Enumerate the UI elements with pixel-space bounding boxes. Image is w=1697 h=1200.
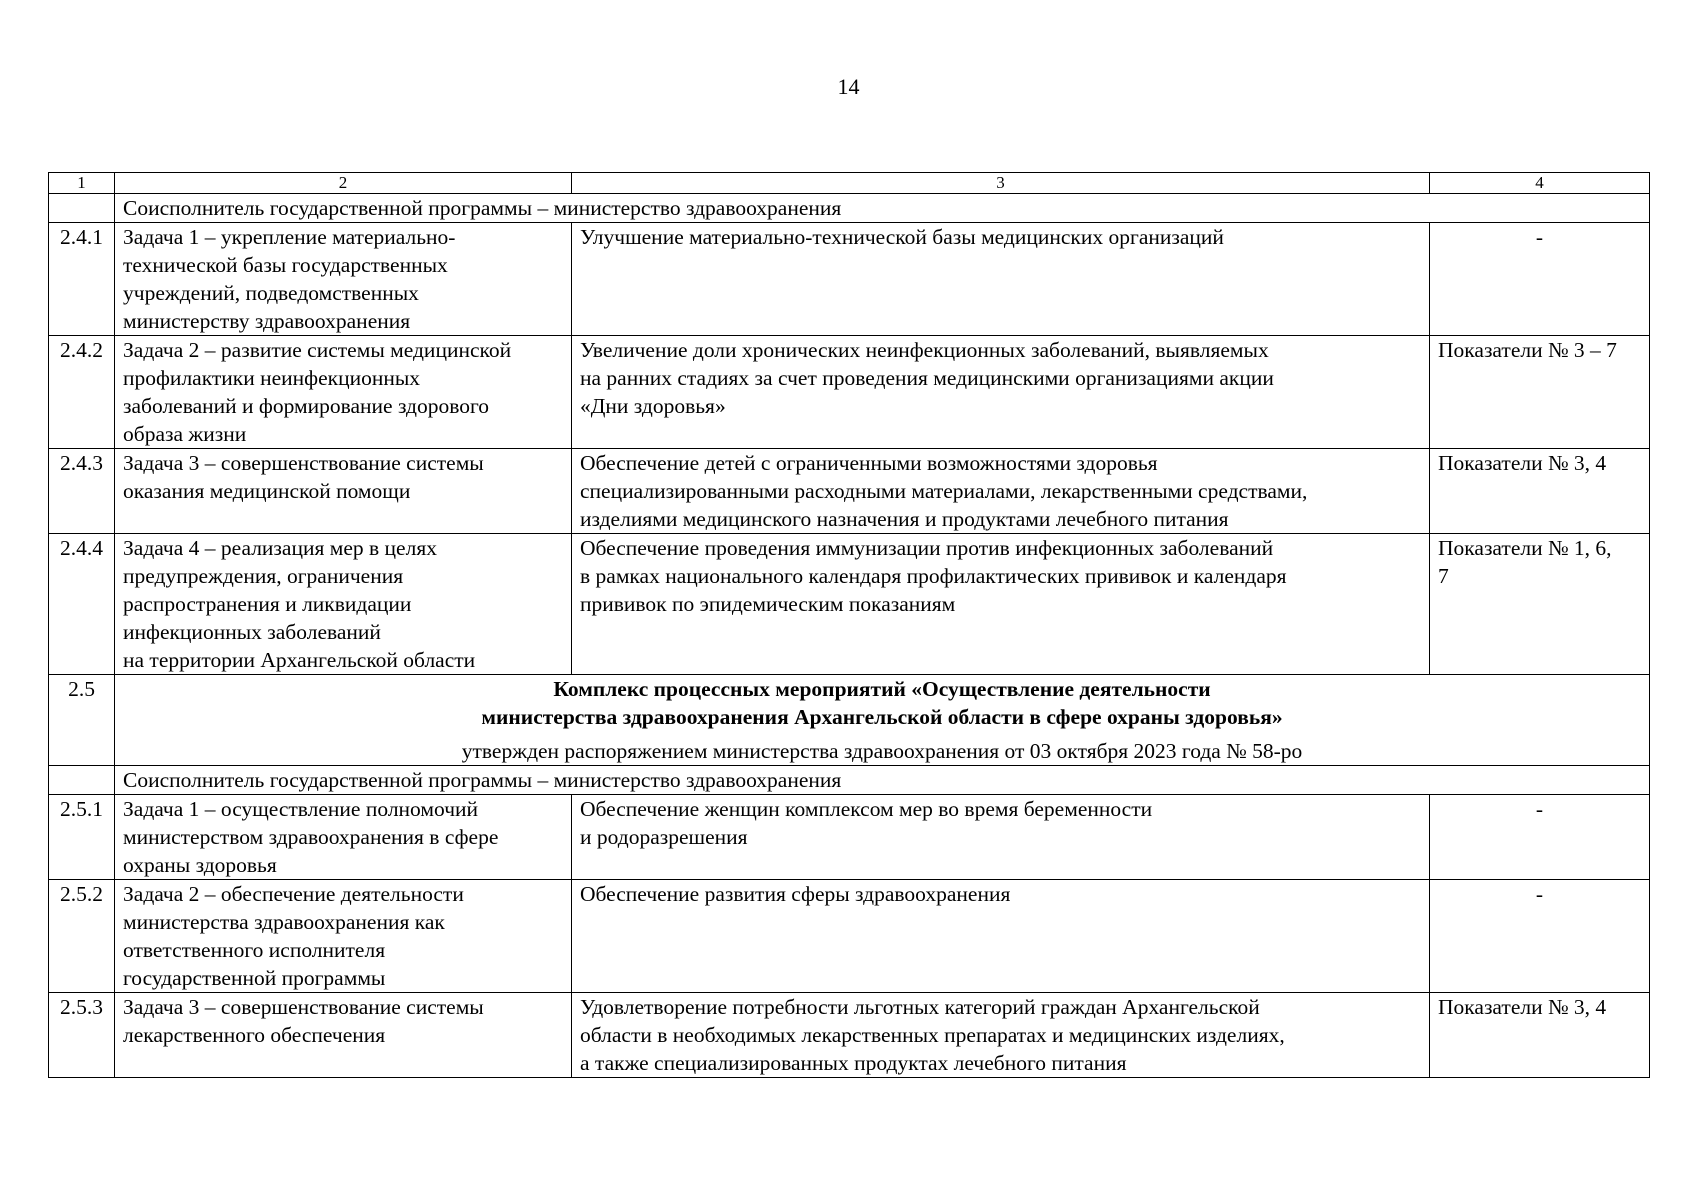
- result-cell: Удовлетворение потребности льготных категорий граждан Архангельской области в необходимых лекарственных препаратах и медицинских изделиях, а также специализированных продуктах лечебного питания: [572, 993, 1430, 1078]
- indicators-cell: Показатели № 3 – 7: [1430, 336, 1650, 449]
- co-executor-label: Соисполнитель государственной программы – министерство здравоохранения: [115, 766, 1650, 795]
- table-row: [49, 336, 1650, 449]
- row-number: 2.4.2: [49, 336, 115, 449]
- co-executor-label: Соисполнитель государственной программы – министерство здравоохранения: [115, 194, 1650, 223]
- column-number-4: 4: [1430, 173, 1650, 194]
- page-number: 14: [837, 74, 860, 99]
- result-cell: Обеспечение детей с ограниченными возможностями здоровья специализированными расходными материалами, лекарственными средствами, изделиями медицинского назначения и продуктами лечебного питания: [572, 449, 1430, 534]
- table-row: [49, 449, 1650, 534]
- section-row: [49, 766, 1650, 795]
- row-number: 2.4.4: [49, 534, 115, 675]
- indicators-cell: -: [1430, 223, 1650, 336]
- result-cell: Обеспечение женщин комплексом мер во время беременности и родоразрешения: [572, 795, 1430, 880]
- table-row: [49, 223, 1650, 336]
- row-number: 2.5: [49, 675, 115, 766]
- indicators-cell: -: [1430, 795, 1650, 880]
- task-cell: Задача 1 – осуществление полномочий министерством здравоохранения в сфере охраны здоровья: [115, 795, 572, 880]
- row-number: 2.5.2: [49, 880, 115, 993]
- result-cell: Улучшение материально-технической базы медицинских организаций: [572, 223, 1430, 336]
- row-number: 2.5.3: [49, 993, 115, 1078]
- table-row: [49, 993, 1650, 1078]
- complex-approval-note: утвержден распоряжением министерства здравоохранения от 03 октября 2023 года № 58-ро: [461, 739, 1303, 763]
- complex-heading-cell: [115, 675, 1650, 766]
- task-cell: Задача 4 – реализация мер в целях предупреждения, ограничения распространения и ликвидации инфекционных заболеваний на территории Архангельской области: [115, 534, 572, 675]
- task-cell: Задача 2 – обеспечение деятельности министерства здравоохранения как ответственного исполнителя государственной программы: [115, 880, 572, 993]
- section-row: [49, 194, 1650, 223]
- row-number: [49, 194, 115, 223]
- complex-row: [49, 675, 1650, 766]
- row-number: 2.5.1: [49, 795, 115, 880]
- indicators-cell: Показатели № 3, 4: [1430, 993, 1650, 1078]
- result-cell: Обеспечение проведения иммунизации против инфекционных заболеваний в рамках национального календаря профилактических прививок и календаря прививок по эпидемическим показаниям: [572, 534, 1430, 675]
- column-number-2: 2: [115, 173, 572, 194]
- program-table: [48, 172, 1650, 1078]
- task-cell: Задача 3 – совершенствование системы лекарственного обеспечения: [115, 993, 572, 1078]
- row-number: 2.4.3: [49, 449, 115, 534]
- table-row: [49, 795, 1650, 880]
- indicators-cell: -: [1430, 880, 1650, 993]
- indicators-cell: Показатели № 3, 4: [1430, 449, 1650, 534]
- column-number-3: 3: [572, 173, 1430, 194]
- complex-title: Комплекс процессных мероприятий «Осуществление деятельности министерства здравоохранения Архангельской области в сфере охраны здоровья»: [481, 677, 1283, 729]
- result-cell: Увеличение доли хронических неинфекционных заболеваний, выявляемых на ранних стадиях за счет проведения медицинскими организациями акции «Дни здоровья»: [572, 336, 1430, 449]
- task-cell: Задача 1 – укрепление материально- технической базы государственных учреждений, подведомственных министерству здравоохранения: [115, 223, 572, 336]
- row-number: 2.4.1: [49, 223, 115, 336]
- row-number: [49, 766, 115, 795]
- result-cell: Обеспечение развития сферы здравоохранения: [572, 880, 1430, 993]
- table-row: [49, 534, 1650, 675]
- task-cell: Задача 3 – совершенствование системы оказания медицинской помощи: [115, 449, 572, 534]
- table-header-row: [49, 173, 1650, 194]
- task-cell: Задача 2 – развитие системы медицинской профилактики неинфекционных заболеваний и формирование здорового образа жизни: [115, 336, 572, 449]
- indicators-cell: Показатели № 1, 6, 7: [1430, 534, 1650, 675]
- column-number-1: 1: [49, 173, 115, 194]
- table-row: [49, 880, 1650, 993]
